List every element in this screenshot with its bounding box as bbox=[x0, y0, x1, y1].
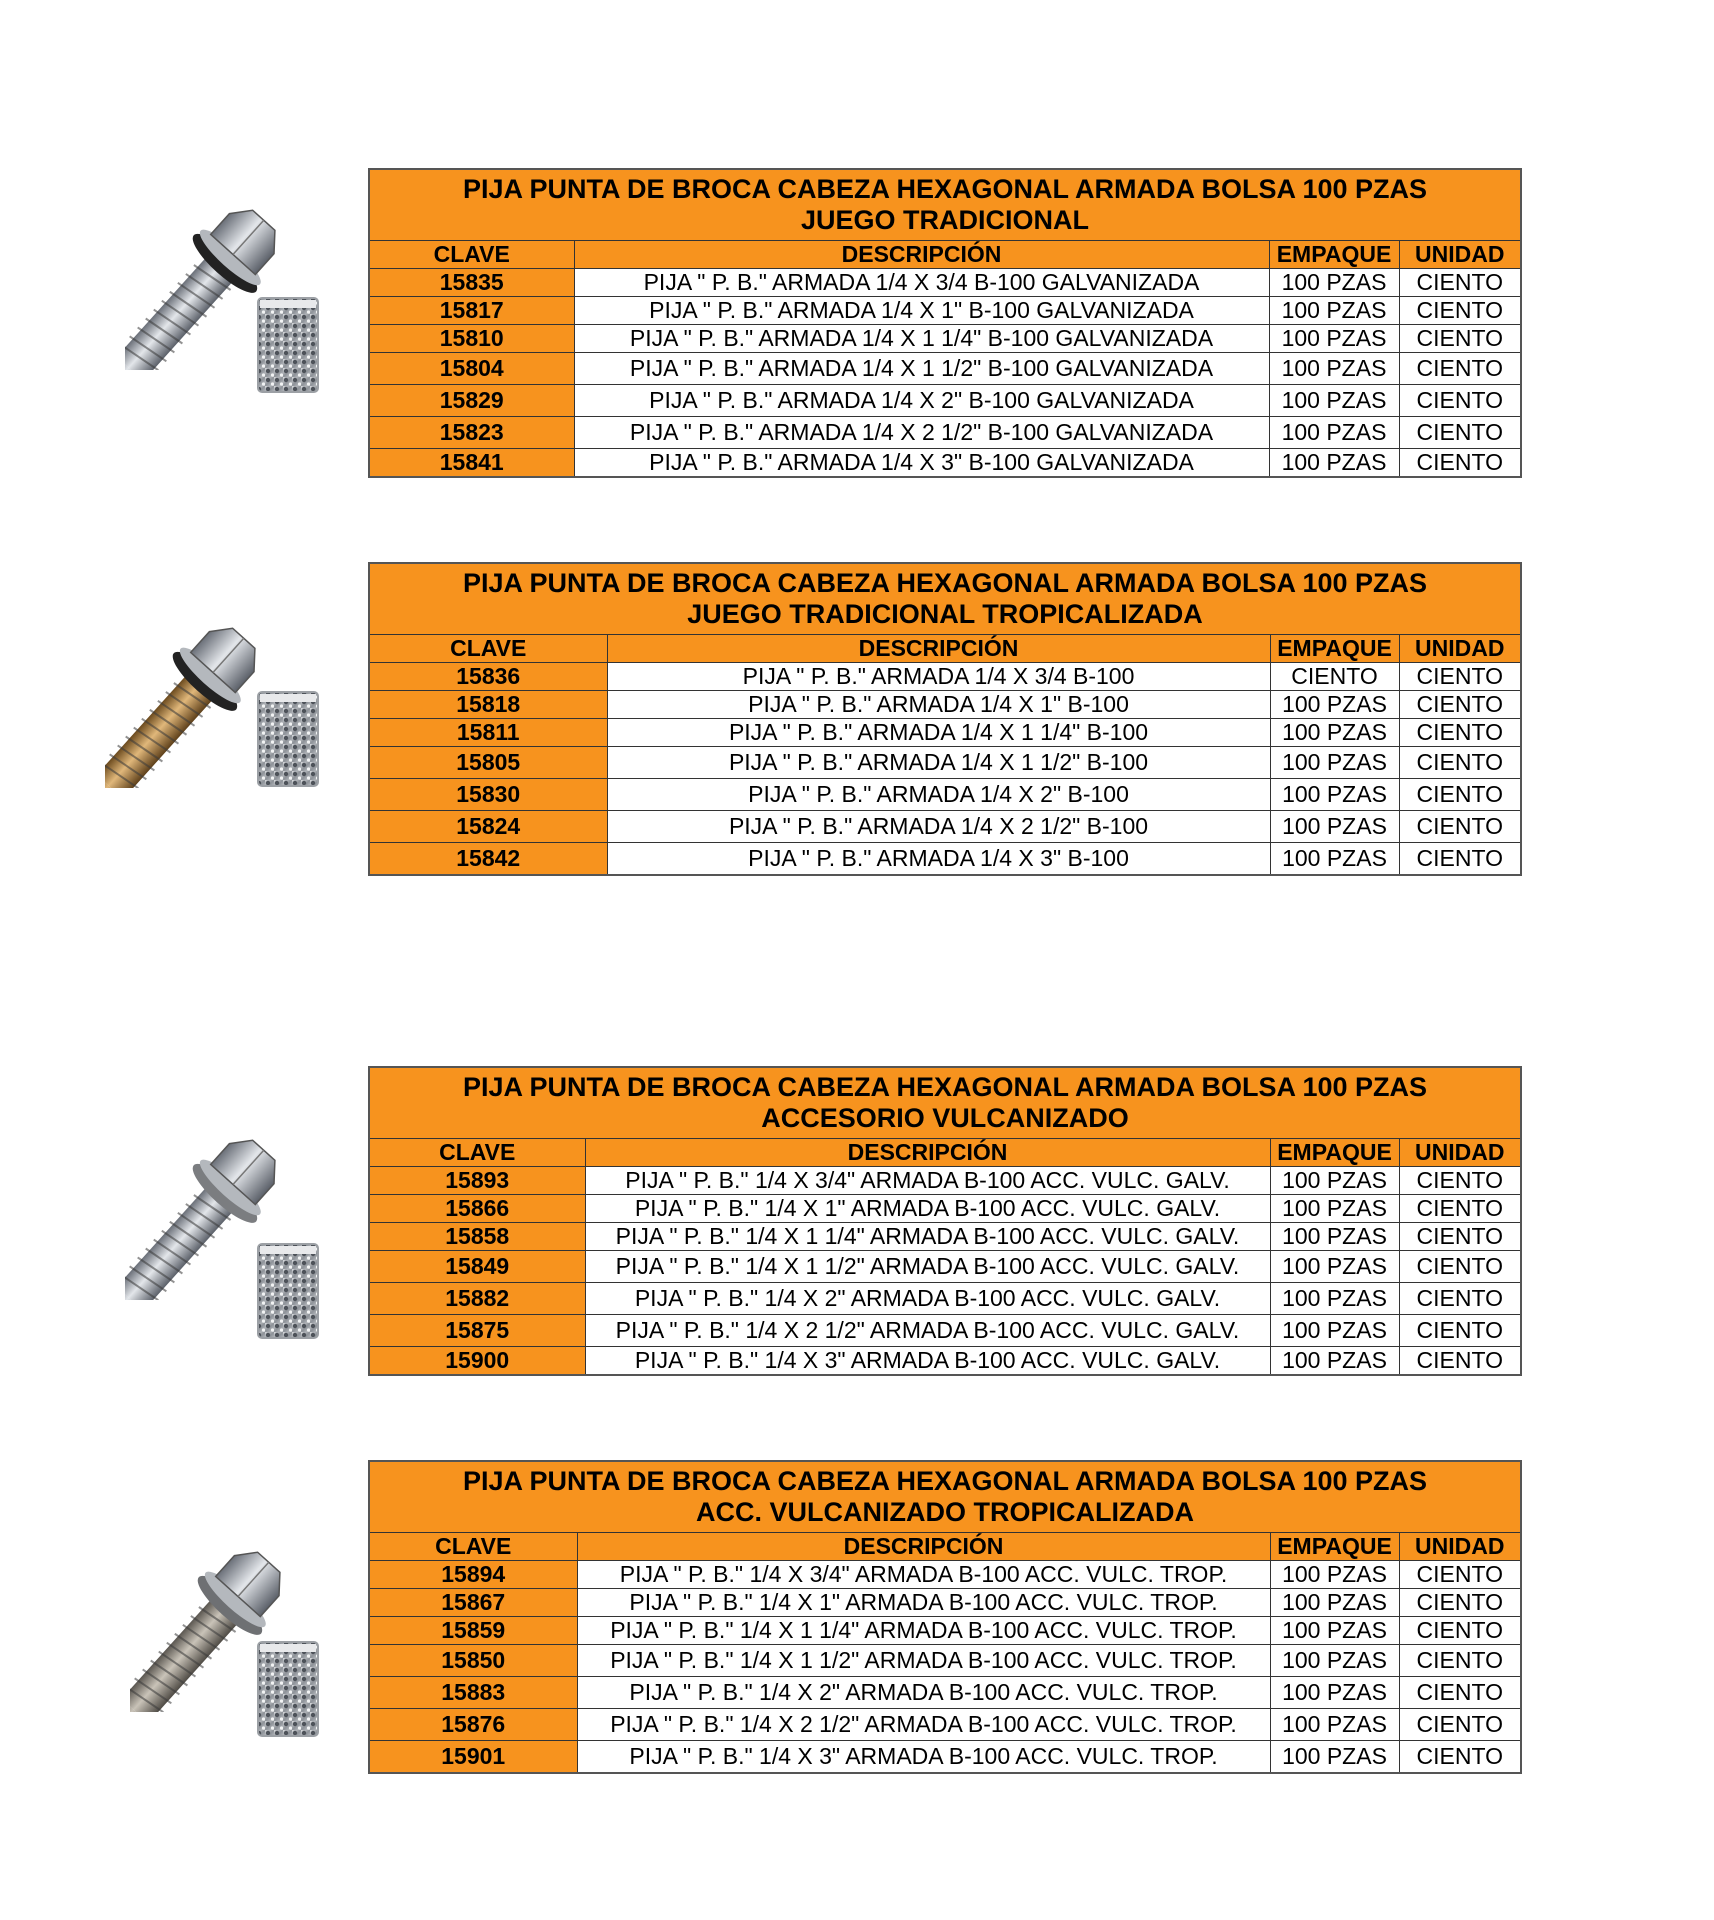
cell-description: PIJA " P. B." ARMADA 1/4 X 2 1/2" B-100 GALVANIZADA bbox=[574, 417, 1269, 449]
cell-unit: CIENTO bbox=[1399, 843, 1521, 876]
cell-unit: CIENTO bbox=[1399, 1561, 1521, 1589]
cell-code: 15882 bbox=[369, 1283, 585, 1315]
cell-unit: CIENTO bbox=[1399, 747, 1521, 779]
cell-unit: CIENTO bbox=[1399, 297, 1521, 325]
cell-description: PIJA " P. B." ARMADA 1/4 X 3" B-100 GALVANIZADA bbox=[574, 449, 1269, 478]
cell-description: PIJA " P. B." 1/4 X 1 1/4" ARMADA B-100 ACC. VULC. TROP. bbox=[577, 1617, 1270, 1645]
table-row bbox=[369, 1645, 1521, 1677]
cell-description: PIJA " P. B." ARMADA 1/4 X 3" B-100 bbox=[607, 843, 1270, 876]
header-description: DESCRIPCIÓN bbox=[585, 1139, 1270, 1167]
header-unit: UNIDAD bbox=[1399, 1139, 1521, 1167]
table-row bbox=[369, 811, 1521, 843]
cell-unit: CIENTO bbox=[1399, 1251, 1521, 1283]
header-unit: UNIDAD bbox=[1399, 635, 1521, 663]
table-title-line1: PIJA PUNTA DE BROCA CABEZA HEXAGONAL ARMADA BOLSA 100 PZAS bbox=[462, 1072, 1428, 1102]
cell-code: 15824 bbox=[369, 811, 607, 843]
bag-photo bbox=[256, 1640, 320, 1743]
table-title-line2: ACC. VULCANIZADO TROPICALIZADA bbox=[696, 1497, 1194, 1527]
cell-package: 100 PZAS bbox=[1270, 1283, 1399, 1315]
cell-code: 15829 bbox=[369, 385, 574, 417]
bag-photo bbox=[256, 296, 320, 399]
cell-code: 15893 bbox=[369, 1167, 585, 1195]
cell-package: 100 PZAS bbox=[1270, 843, 1399, 876]
cell-package: 100 PZAS bbox=[1269, 449, 1399, 478]
table-title-line2: JUEGO TRADICIONAL TROPICALIZADA bbox=[687, 599, 1203, 629]
cell-description: PIJA " P. B." 1/4 X 3" ARMADA B-100 ACC. VULC. TROP. bbox=[577, 1741, 1270, 1774]
table-row bbox=[369, 1315, 1521, 1347]
cell-description: PIJA " P. B." ARMADA 1/4 X 1 1/4" B-100 bbox=[607, 719, 1270, 747]
cell-code: 15830 bbox=[369, 779, 607, 811]
cell-package: 100 PZAS bbox=[1269, 385, 1399, 417]
cell-package: 100 PZAS bbox=[1270, 1223, 1399, 1251]
cell-unit: CIENTO bbox=[1399, 353, 1521, 385]
cell-unit: CIENTO bbox=[1399, 1223, 1521, 1251]
header-package: EMPAQUE bbox=[1269, 241, 1399, 269]
cell-unit: CIENTO bbox=[1399, 1347, 1521, 1376]
cell-package: 100 PZAS bbox=[1270, 1195, 1399, 1223]
cell-unit: CIENTO bbox=[1399, 1617, 1521, 1645]
cell-description: PIJA " P. B." ARMADA 1/4 X 1 1/4" B-100 GALVANIZADA bbox=[574, 325, 1269, 353]
table-row bbox=[369, 1741, 1521, 1774]
cell-package: 100 PZAS bbox=[1270, 1741, 1399, 1774]
cell-code: 15858 bbox=[369, 1223, 585, 1251]
header-unit: UNIDAD bbox=[1399, 241, 1521, 269]
cell-description: PIJA " P. B." 1/4 X 3" ARMADA B-100 ACC. VULC. GALV. bbox=[585, 1347, 1270, 1376]
table-row bbox=[369, 325, 1521, 353]
cell-code: 15842 bbox=[369, 843, 607, 876]
table-title bbox=[369, 1461, 1521, 1533]
product-table bbox=[368, 1066, 1522, 1376]
table-title-line2: JUEGO TRADICIONAL bbox=[801, 205, 1090, 235]
cell-unit: CIENTO bbox=[1399, 1741, 1521, 1774]
table-row bbox=[369, 1677, 1521, 1709]
header-description: DESCRIPCIÓN bbox=[607, 635, 1270, 663]
cell-unit: CIENTO bbox=[1399, 1195, 1521, 1223]
cell-description: PIJA " P. B." 1/4 X 3/4" ARMADA B-100 ACC. VULC. GALV. bbox=[585, 1167, 1270, 1195]
table-row bbox=[369, 1709, 1521, 1741]
header-code: CLAVE bbox=[369, 635, 607, 663]
table-title bbox=[369, 1067, 1521, 1139]
cell-code: 15836 bbox=[369, 663, 607, 691]
cell-unit: CIENTO bbox=[1399, 1677, 1521, 1709]
cell-description: PIJA " P. B." ARMADA 1/4 X 2" B-100 GALVANIZADA bbox=[574, 385, 1269, 417]
cell-code: 15841 bbox=[369, 449, 574, 478]
cell-package: 100 PZAS bbox=[1270, 747, 1399, 779]
cell-description: PIJA " P. B." 1/4 X 1 1/2" ARMADA B-100 ACC. VULC. GALV. bbox=[585, 1251, 1270, 1283]
table-row bbox=[369, 1283, 1521, 1315]
cell-package: 100 PZAS bbox=[1270, 691, 1399, 719]
header-code: CLAVE bbox=[369, 241, 574, 269]
table-title-line2: ACCESORIO VULCANIZADO bbox=[761, 1103, 1129, 1133]
cell-description: PIJA " P. B." 1/4 X 1 1/4" ARMADA B-100 ACC. VULC. GALV. bbox=[585, 1223, 1270, 1251]
table-row bbox=[369, 1561, 1521, 1589]
table-row bbox=[369, 1589, 1521, 1617]
table-row bbox=[369, 385, 1521, 417]
header-description: DESCRIPCIÓN bbox=[574, 241, 1269, 269]
cell-code: 15876 bbox=[369, 1709, 577, 1741]
table-row bbox=[369, 449, 1521, 478]
cell-description: PIJA " P. B." ARMADA 1/4 X 3/4 B-100 GALVANIZADA bbox=[574, 269, 1269, 297]
cell-description: PIJA " P. B." 1/4 X 1" ARMADA B-100 ACC. VULC. TROP. bbox=[577, 1589, 1270, 1617]
table-row bbox=[369, 663, 1521, 691]
cell-package: 100 PZAS bbox=[1270, 1589, 1399, 1617]
cell-description: PIJA " P. B." 1/4 X 2 1/2" ARMADA B-100 ACC. VULC. TROP. bbox=[577, 1709, 1270, 1741]
cell-code: 15883 bbox=[369, 1677, 577, 1709]
header-description: DESCRIPCIÓN bbox=[577, 1533, 1270, 1561]
cell-description: PIJA " P. B." 1/4 X 1 1/2" ARMADA B-100 ACC. VULC. TROP. bbox=[577, 1645, 1270, 1677]
header-code: CLAVE bbox=[369, 1533, 577, 1561]
cell-code: 15859 bbox=[369, 1617, 577, 1645]
cell-description: PIJA " P. B." ARMADA 1/4 X 2 1/2" B-100 bbox=[607, 811, 1270, 843]
table-title bbox=[369, 169, 1521, 241]
cell-unit: CIENTO bbox=[1399, 1315, 1521, 1347]
cell-description: PIJA " P. B." ARMADA 1/4 X 1" B-100 GALVANIZADA bbox=[574, 297, 1269, 325]
table-title bbox=[369, 563, 1521, 635]
cell-unit: CIENTO bbox=[1399, 1589, 1521, 1617]
cell-code: 15875 bbox=[369, 1315, 585, 1347]
table-row bbox=[369, 843, 1521, 876]
cell-package: 100 PZAS bbox=[1269, 297, 1399, 325]
product-table bbox=[368, 562, 1522, 876]
table-row bbox=[369, 353, 1521, 385]
cell-unit: CIENTO bbox=[1399, 1167, 1521, 1195]
header-code: CLAVE bbox=[369, 1139, 585, 1167]
table-row bbox=[369, 417, 1521, 449]
cell-package: 100 PZAS bbox=[1270, 1677, 1399, 1709]
cell-description: PIJA " P. B." 1/4 X 1" ARMADA B-100 ACC. VULC. GALV. bbox=[585, 1195, 1270, 1223]
table-row bbox=[369, 691, 1521, 719]
cell-package: 100 PZAS bbox=[1270, 1561, 1399, 1589]
cell-code: 15804 bbox=[369, 353, 574, 385]
cell-description: PIJA " P. B." ARMADA 1/4 X 3/4 B-100 bbox=[607, 663, 1270, 691]
cell-code: 15818 bbox=[369, 691, 607, 719]
table-row bbox=[369, 269, 1521, 297]
cell-unit: CIENTO bbox=[1399, 663, 1521, 691]
table-title-line1: PIJA PUNTA DE BROCA CABEZA HEXAGONAL ARMADA BOLSA 100 PZAS bbox=[462, 568, 1428, 598]
cell-unit: CIENTO bbox=[1399, 269, 1521, 297]
table-row bbox=[369, 1223, 1521, 1251]
table-row bbox=[369, 1195, 1521, 1223]
header-unit: UNIDAD bbox=[1399, 1533, 1521, 1561]
cell-code: 15894 bbox=[369, 1561, 577, 1589]
header-package: EMPAQUE bbox=[1270, 1139, 1399, 1167]
cell-description: PIJA " P. B." 1/4 X 2" ARMADA B-100 ACC. VULC. GALV. bbox=[585, 1283, 1270, 1315]
table-row bbox=[369, 1347, 1521, 1376]
cell-package: 100 PZAS bbox=[1270, 1645, 1399, 1677]
table-title-line1: PIJA PUNTA DE BROCA CABEZA HEXAGONAL ARMADA BOLSA 100 PZAS bbox=[462, 1466, 1428, 1496]
cell-unit: CIENTO bbox=[1399, 811, 1521, 843]
cell-unit: CIENTO bbox=[1399, 325, 1521, 353]
cell-description: PIJA " P. B." ARMADA 1/4 X 2" B-100 bbox=[607, 779, 1270, 811]
table-row bbox=[369, 1617, 1521, 1645]
cell-code: 15867 bbox=[369, 1589, 577, 1617]
cell-unit: CIENTO bbox=[1399, 691, 1521, 719]
cell-package: 100 PZAS bbox=[1270, 1617, 1399, 1645]
cell-code: 15817 bbox=[369, 297, 574, 325]
table-row bbox=[369, 1251, 1521, 1283]
table-row bbox=[369, 719, 1521, 747]
cell-description: PIJA " P. B." ARMADA 1/4 X 1 1/2" B-100 bbox=[607, 747, 1270, 779]
cell-description: PIJA " P. B." 1/4 X 2" ARMADA B-100 ACC. VULC. TROP. bbox=[577, 1677, 1270, 1709]
cell-description: PIJA " P. B." ARMADA 1/4 X 1" B-100 bbox=[607, 691, 1270, 719]
cell-code: 15901 bbox=[369, 1741, 577, 1774]
cell-description: PIJA " P. B." 1/4 X 2 1/2" ARMADA B-100 ACC. VULC. GALV. bbox=[585, 1315, 1270, 1347]
cell-package: 100 PZAS bbox=[1269, 417, 1399, 449]
cell-package: 100 PZAS bbox=[1269, 325, 1399, 353]
cell-code: 15850 bbox=[369, 1645, 577, 1677]
cell-package: 100 PZAS bbox=[1269, 269, 1399, 297]
bag-image bbox=[256, 296, 320, 394]
cell-code: 15835 bbox=[369, 269, 574, 297]
cell-unit: CIENTO bbox=[1399, 719, 1521, 747]
cell-code: 15849 bbox=[369, 1251, 585, 1283]
table-title-line1: PIJA PUNTA DE BROCA CABEZA HEXAGONAL ARMADA BOLSA 100 PZAS bbox=[462, 174, 1428, 204]
cell-code: 15810 bbox=[369, 325, 574, 353]
bag-image bbox=[256, 1640, 320, 1738]
cell-package: 100 PZAS bbox=[1270, 779, 1399, 811]
table-row bbox=[369, 747, 1521, 779]
product-table bbox=[368, 1460, 1522, 1774]
cell-unit: CIENTO bbox=[1399, 1283, 1521, 1315]
header-package: EMPAQUE bbox=[1270, 1533, 1399, 1561]
table-row bbox=[369, 1167, 1521, 1195]
bag-photo bbox=[256, 1242, 320, 1345]
cell-unit: CIENTO bbox=[1399, 779, 1521, 811]
cell-package: 100 PZAS bbox=[1270, 811, 1399, 843]
cell-package: 100 PZAS bbox=[1270, 1347, 1399, 1376]
product-table bbox=[368, 168, 1522, 478]
cell-unit: CIENTO bbox=[1399, 1709, 1521, 1741]
cell-package: 100 PZAS bbox=[1270, 1315, 1399, 1347]
cell-code: 15805 bbox=[369, 747, 607, 779]
table-row bbox=[369, 779, 1521, 811]
bag-image bbox=[256, 1242, 320, 1340]
bag-photo bbox=[256, 690, 320, 793]
cell-unit: CIENTO bbox=[1399, 417, 1521, 449]
cell-description: PIJA " P. B." 1/4 X 3/4" ARMADA B-100 ACC. VULC. TROP. bbox=[577, 1561, 1270, 1589]
cell-unit: CIENTO bbox=[1399, 449, 1521, 478]
table-row bbox=[369, 297, 1521, 325]
header-package: EMPAQUE bbox=[1270, 635, 1399, 663]
cell-unit: CIENTO bbox=[1399, 385, 1521, 417]
cell-description: PIJA " P. B." ARMADA 1/4 X 1 1/2" B-100 GALVANIZADA bbox=[574, 353, 1269, 385]
cell-package: 100 PZAS bbox=[1270, 1251, 1399, 1283]
bag-image bbox=[256, 690, 320, 788]
cell-code: 15811 bbox=[369, 719, 607, 747]
cell-package: 100 PZAS bbox=[1270, 1167, 1399, 1195]
cell-code: 15900 bbox=[369, 1347, 585, 1376]
cell-package: 100 PZAS bbox=[1269, 353, 1399, 385]
cell-package: 100 PZAS bbox=[1270, 719, 1399, 747]
cell-code: 15866 bbox=[369, 1195, 585, 1223]
cell-unit: CIENTO bbox=[1399, 1645, 1521, 1677]
cell-package: CIENTO bbox=[1270, 663, 1399, 691]
cell-code: 15823 bbox=[369, 417, 574, 449]
cell-package: 100 PZAS bbox=[1270, 1709, 1399, 1741]
